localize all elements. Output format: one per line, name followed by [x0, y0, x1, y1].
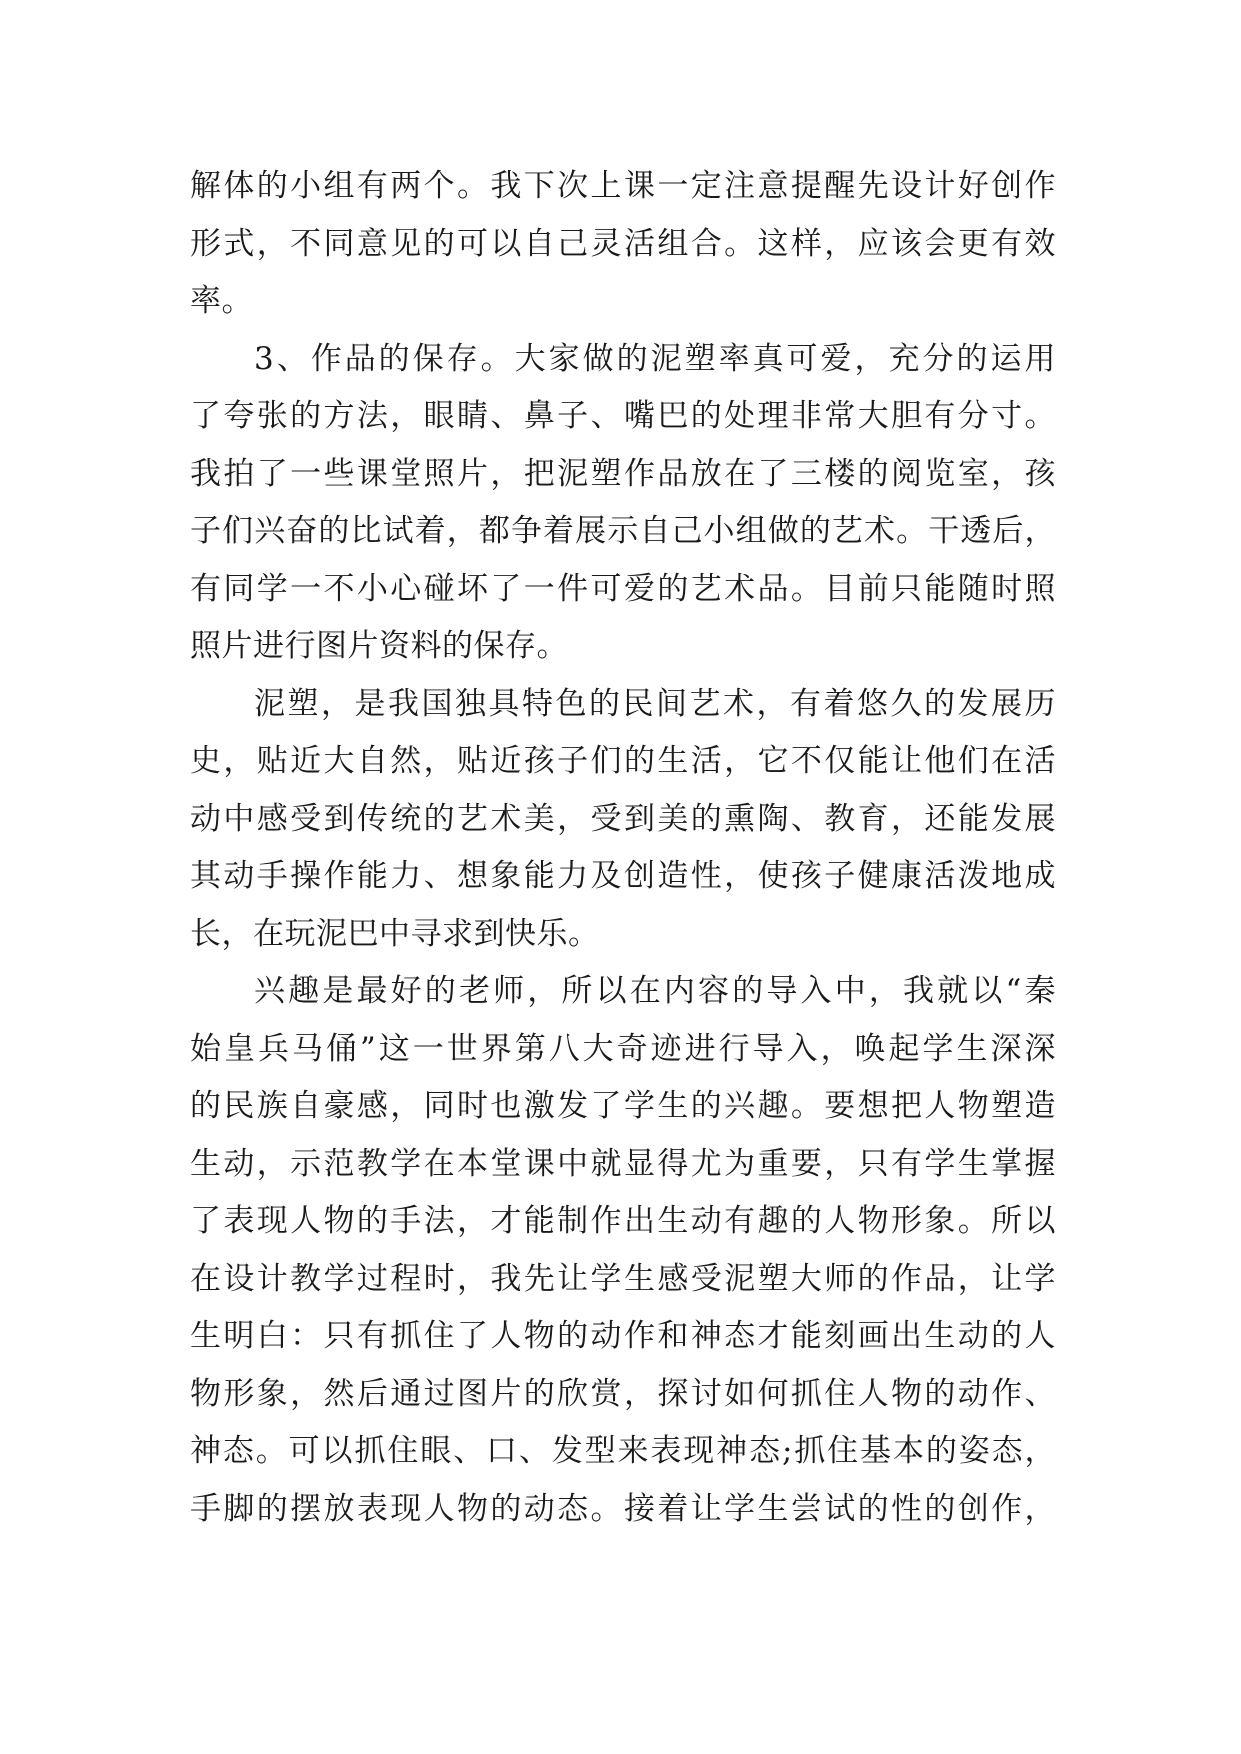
text-line: 了表现人物的手法，才能制作出生动有趣的人物形象。所以 [190, 1203, 1056, 1239]
text-line: 泥塑，是我国独具特色的民间艺术，有着悠久的发展历 [254, 685, 1056, 722]
text-line: 动中感受到传统的艺术美，受到美的熏陶、教育，还能发展 [190, 800, 1056, 837]
body-text [190, 158, 1056, 1538]
text-line: 我拍了一些课堂照片，把泥塑作品放在了三楼的阅览室，孩 [190, 455, 1056, 492]
text-line: 照片进行图片资料的保存。 [190, 628, 568, 664]
text-line: 3、作品的保存。大家做的泥塑率真可爱，充分的运用 [254, 340, 1056, 377]
text-line: 解体的小组有两个。我下次上课一定注意提醒先设计好创作 [190, 168, 1056, 204]
text-line: 史，贴近大自然，贴近孩子们的生活，它不仅能让他们在活 [190, 743, 1056, 779]
text-line: 的民族自豪感，同时也激发了学生的兴趣。要想把人物塑造 [190, 1088, 1056, 1124]
text-line: 手脚的摆放表现人物的动态。接着让学生尝试的性的创作， [190, 1490, 1056, 1527]
text-line: 有同学一不小心碰坏了一件可爱的艺术品。目前只能随时照 [190, 570, 1056, 607]
text-line: 率。 [190, 283, 253, 319]
text-line: 子们兴奋的比试着，都争着展示自己小组做的艺术。干透后， [190, 513, 1056, 549]
text-line: 在设计教学过程时，我先让学生感受泥塑大师的作品，让学 [190, 1260, 1056, 1297]
text-line: 兴趣是最好的老师，所以在内容的导入中，我就以“秦 [254, 973, 1056, 1009]
text-line: 形式，不同意见的可以自己灵活组合。这样，应该会更有效 [190, 225, 1056, 262]
text-line: 长，在玩泥巴中寻求到快乐。 [190, 915, 600, 952]
text-line: 生动，示范教学在本堂课中就显得尤为重要，只有学生掌握 [190, 1145, 1056, 1182]
text-line: 物形象，然后通过图片的欣赏，探讨如何抓住人物的动作、 [190, 1375, 1056, 1412]
text-line: 生明白：只有抓住了人物的动作和神态才能刻画出生动的人 [190, 1318, 1056, 1354]
text-line: 了夸张的方法，眼睛、鼻子、嘴巴的处理非常大胆有分寸。 [190, 398, 1056, 434]
text-line: 其动手操作能力、想象能力及创造性，使孩子健康活泼地成 [190, 858, 1056, 894]
text-line: 神态。可以抓住眼、口、发型来表现神态;抓住基本的姿态， [190, 1433, 1056, 1469]
text-line: 始皇兵马俑”这一世界第八大奇迹进行导入，唤起学生深深 [190, 1030, 1056, 1067]
